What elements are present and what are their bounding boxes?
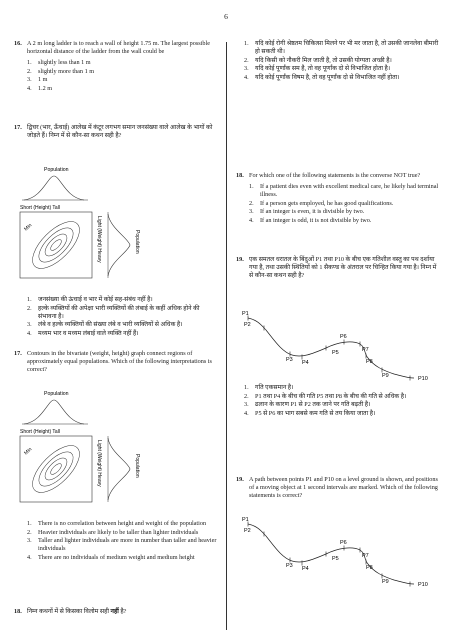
- position-label: P9: [382, 373, 389, 379]
- option-text: If an integer is even, it is divisible by two.: [260, 208, 365, 215]
- option-text: P1 तथा P4 के बीच की गति P5 तथा P8 के बीच की गति से अधिक है।: [255, 392, 407, 400]
- option: [244, 401, 440, 409]
- question-text: Contours in the bivariate (weight, height) graph connect regions of approximately equal populations. Which of the following interpretations is correct?: [27, 350, 212, 373]
- path-figure-2: [242, 516, 438, 588]
- question-17-english-options: [14, 520, 218, 562]
- option-number: 4.: [27, 329, 32, 337]
- option: [27, 305, 218, 321]
- position-label: P8: [366, 359, 373, 365]
- option-number: 2.: [249, 199, 254, 207]
- height-axis-label: Short (Height) Tall: [20, 429, 60, 435]
- option-number: 2.: [27, 528, 32, 536]
- option-text: यदि किसी को नौकरी मिल जाती है, तो उसकी योग्यता अच्छी है।: [255, 56, 392, 64]
- question-number: 18.: [236, 172, 244, 179]
- question-text: एक समतल धरातल के बिंदुओं P1 तथा P10 के बीच एक गतिशील वस्तु का पथ दर्शाया गया है, तथा उसकी स्थितियों को 1 सैकण्ड के अंतराल पर चिन्हित किया गया है। निम्न में से कौन-सा कथन सही है?: [249, 256, 437, 279]
- option-number: 3.: [27, 321, 32, 328]
- question-18-english: [236, 172, 440, 225]
- option: [244, 384, 440, 392]
- option-number: 4.: [27, 553, 32, 561]
- column-divider: [226, 42, 227, 630]
- question-text: For which one of the following statements is the converse NOT true?: [249, 172, 421, 179]
- option: [244, 74, 440, 82]
- option-number: 3.: [27, 537, 32, 544]
- option-number: 4.: [27, 84, 32, 92]
- position-label: P3: [286, 563, 293, 569]
- position-label: P4: [302, 566, 309, 572]
- option: [244, 393, 440, 401]
- option-text: If a patient dies even with excellent medical care, he likely had terminal illness.: [260, 183, 439, 198]
- option-number: 4.: [244, 73, 249, 81]
- question-text: A path between points P1 and P10 on a level ground is shown, and positions of a moving object at 1 second intervals are marked. Which of the following statements is correct?: [249, 476, 438, 499]
- option: [244, 40, 440, 56]
- option-text: हल्के व्यक्तियों की अपेक्षा भारी व्यक्तियों की लंबाई के कहीं अधिक होने की संभावना है।: [38, 304, 200, 320]
- option-number: 3.: [244, 65, 249, 72]
- height-axis-label: Short (Height) Tall: [20, 205, 60, 211]
- option-text: ढलान के कारण P1 से P2 तक जाने पर गति बढ़ती है।: [255, 401, 371, 408]
- option-text: slightly less than 1 m: [38, 59, 91, 66]
- weight-distribution-curve: [108, 214, 130, 276]
- question-17-hindi: [14, 124, 218, 140]
- contour-figure-1: [18, 164, 178, 284]
- option: [244, 57, 440, 65]
- option: [249, 208, 440, 216]
- position-label: P2: [244, 528, 251, 534]
- position-label: P8: [366, 565, 373, 571]
- question-text: A 2 m long ladder is to reach a wall of height 1.75 m. The largest possible horizontal distance of the ladder from the wall could be: [27, 40, 210, 55]
- option-text: लंबे व हल्के व्यक्तियों की संख्या लंबे व भारी व्यक्तियों से अधिक है।: [38, 321, 183, 328]
- position-label: P10: [418, 582, 428, 588]
- question-19-hindi-options: [236, 384, 440, 418]
- option: [27, 529, 218, 537]
- option-number: 2.: [244, 56, 249, 64]
- position-label: P6: [340, 334, 347, 340]
- question-number: 19.: [236, 476, 244, 483]
- option-text: If an integer is odd, it is not divisible by two.: [260, 216, 372, 224]
- option-number: 1.: [27, 520, 32, 527]
- option-number: 3.: [27, 76, 32, 83]
- option: [27, 59, 218, 67]
- question-text-emphasis: नहीं: [110, 608, 119, 615]
- contour-ellipses: [25, 438, 87, 500]
- option: [249, 217, 440, 225]
- option-text: slightly more than 1 m: [38, 67, 95, 75]
- path-diagram: [242, 311, 428, 382]
- population-label-top: Population: [44, 391, 69, 397]
- path-figure-1: [242, 310, 438, 382]
- population-label-side: Population: [134, 454, 140, 478]
- option: [27, 76, 218, 84]
- option-text: 1 m: [38, 76, 48, 83]
- option-number: 1.: [27, 296, 32, 303]
- question-text-part: निम्न कथनों में से किसका विलोम सही: [27, 608, 111, 615]
- option: [27, 321, 218, 329]
- option-text: 1.2 m: [38, 84, 53, 92]
- options: [249, 183, 440, 225]
- option-number: 1.: [27, 59, 32, 66]
- position-label: P5: [332, 556, 339, 562]
- position-label: P2: [244, 322, 251, 328]
- height-distribution-curve: [24, 176, 84, 200]
- position-label: P4: [302, 360, 309, 366]
- question-text: द्विचर (भार, ऊँचाई) आलेख में कंटूर लगभग समान जनसंख्या वाले आलेख के भागों को जोड़ते हैं। निम्न में से कौन-सा कथन सही है?: [27, 124, 213, 139]
- options: [244, 384, 440, 418]
- option-text: यदि कोई रोगी श्रेष्ठतम चिकित्सा मिलने पर भी मर जाता है, तो उसकी जानलेवा बीमारी हो सकती थी।: [255, 40, 439, 55]
- option-number: 4.: [249, 216, 254, 224]
- option-number: 2.: [244, 392, 249, 400]
- option-number: 3.: [249, 208, 254, 215]
- question-18-hindi: [14, 608, 218, 616]
- weight-axis-label: Light (Weight) Heavy: [96, 440, 102, 487]
- option: [244, 65, 440, 73]
- motion-path: [248, 318, 414, 378]
- option-text: P5 से P6 का भाग सबसे कम गति से तय किया जाता है।: [255, 409, 376, 417]
- option-text: Heavier individuals are likely to be taller than lighter individuals: [38, 528, 199, 536]
- option: [244, 410, 440, 418]
- question-19-hindi: [236, 256, 440, 280]
- option-text: गति एकसमान है।: [255, 384, 294, 391]
- question-18-hindi-options: [236, 40, 440, 82]
- options: [27, 59, 218, 93]
- contour-figure-2: [18, 388, 178, 508]
- options: [244, 40, 440, 82]
- option-text: There are no individuals of medium weight and medium height: [38, 553, 195, 561]
- position-label: P7: [362, 553, 369, 559]
- option-number: 1.: [244, 40, 249, 47]
- question-17-english: [14, 350, 218, 374]
- option-number: 4.: [244, 409, 249, 417]
- weight-distribution-curve: [108, 438, 130, 500]
- question-number: 18.: [14, 608, 22, 615]
- option-number: 1.: [249, 183, 254, 190]
- option: [27, 296, 218, 304]
- position-label: P1: [242, 311, 249, 317]
- min-label: Min: [23, 446, 34, 457]
- position-label: P5: [332, 350, 339, 356]
- option: [27, 330, 218, 338]
- motion-path: [248, 524, 414, 584]
- option: [249, 200, 440, 208]
- page-number: 6: [224, 12, 228, 21]
- question-number: 17.: [14, 124, 22, 131]
- question-text-part: है?: [118, 608, 127, 615]
- position-label: P3: [286, 357, 293, 363]
- question-number: 16.: [14, 40, 22, 47]
- height-distribution-curve: [24, 400, 84, 424]
- option-number: 1.: [244, 384, 249, 391]
- population-label-side: Population: [134, 230, 140, 254]
- options: [27, 520, 218, 562]
- option-text: मध्यम भार व मध्यम लंबाई वाले व्यक्ति नहीं हैं।: [38, 329, 139, 337]
- option: [27, 85, 218, 93]
- option: [27, 537, 218, 553]
- weight-axis-label: Light (Weight) Heavy: [96, 216, 102, 263]
- question-number: 17.: [14, 350, 22, 357]
- option-text: Taller and lighter individuals are more in number than taller and heavier individuals: [38, 537, 217, 552]
- question-number: 19.: [236, 256, 244, 263]
- option: [27, 68, 218, 76]
- options: [27, 296, 218, 338]
- option-number: 3.: [244, 401, 249, 408]
- population-label-top: Population: [44, 167, 69, 173]
- option-text: यदि कोई पूर्णांक विषम है, तो वह पूर्णांक दो से विभाजित नहीं होता।: [255, 73, 400, 81]
- min-label: Min: [23, 222, 34, 233]
- question-19-english: [236, 476, 440, 500]
- option-text: जनसंख्या की ऊंचाई व भार में कोई सह-संबंध नहीं है।: [38, 296, 153, 303]
- option-text: If a person gets employed, he has good qualifications.: [260, 199, 394, 207]
- question-text: [27, 608, 218, 616]
- path-diagram: [242, 517, 428, 588]
- contour-plot-frame: [20, 436, 92, 502]
- option: [27, 554, 218, 562]
- contour-plot-frame: [20, 212, 92, 278]
- option-number: 2.: [27, 304, 32, 312]
- position-label: P6: [340, 540, 347, 546]
- position-label: P9: [382, 579, 389, 585]
- option-text: यदि कोई पूर्णांक सम है, तो वह पूर्णांक दो से विभाजित होता है।: [255, 65, 391, 72]
- position-label: P10: [418, 376, 428, 382]
- option: [27, 520, 218, 528]
- contour-ellipses: [25, 214, 87, 276]
- option: [249, 183, 440, 199]
- position-label: P1: [242, 517, 249, 523]
- option-number: 2.: [27, 67, 32, 75]
- option-text: There is no correlation between height and weight of the population: [38, 520, 207, 527]
- question-16-english: [14, 40, 218, 93]
- question-17-hindi-options: [14, 296, 218, 338]
- position-label: P7: [362, 347, 369, 353]
